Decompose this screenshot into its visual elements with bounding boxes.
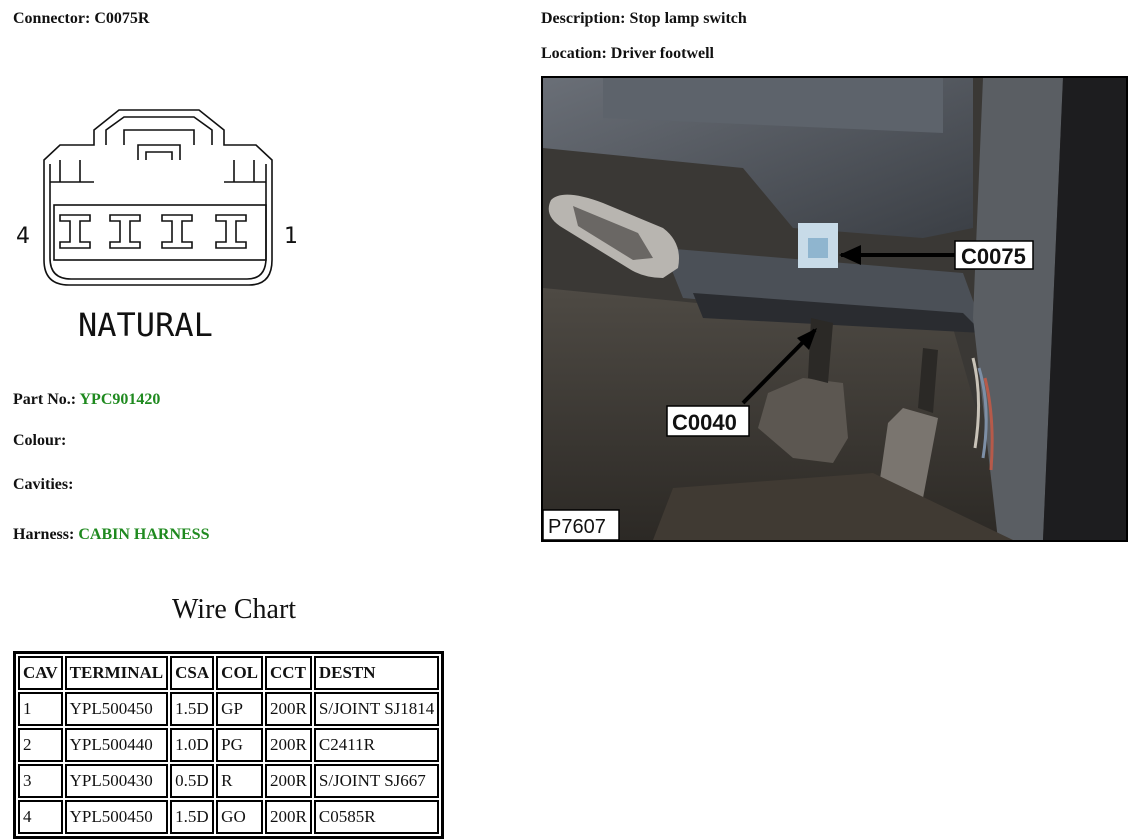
cell-destn: C2411R: [314, 728, 439, 762]
connector-label: Connector:: [13, 10, 91, 27]
cell-csa: 1.0D: [170, 728, 214, 762]
cavities-label: Cavities:: [13, 476, 74, 493]
table-header-row: [18, 656, 439, 690]
header-cct: CCT: [265, 656, 312, 690]
callout-c0040-label: C0040: [672, 410, 737, 435]
footwell-photo-illustration: [543, 78, 1126, 540]
pin-4-label: 4: [16, 224, 30, 249]
cell-cav: 1: [18, 692, 63, 726]
description-line: [541, 10, 747, 28]
cell-terminal: YPL500450: [65, 692, 169, 726]
cell-csa: 1.5D: [170, 692, 214, 726]
pin-1-label: 1: [284, 224, 298, 249]
cell-destn: S/JOINT SJ667: [314, 764, 439, 798]
connector-face-diagram: [14, 100, 304, 350]
part-no-line: [13, 391, 160, 409]
cell-col: GO: [216, 800, 263, 834]
header-cav: CAV: [18, 656, 63, 690]
location-line: [541, 45, 714, 63]
cell-col: R: [216, 764, 263, 798]
cell-col: PG: [216, 728, 263, 762]
cell-cct: 200R: [265, 800, 312, 834]
colour-label: Colour:: [13, 432, 67, 449]
photo-id-label: P7607: [548, 516, 606, 538]
wire-chart-table: [13, 651, 444, 839]
part-no-value: YPC901420: [79, 391, 161, 408]
description-label: Description:: [541, 10, 626, 27]
part-no-label: Part No.:: [13, 391, 77, 408]
cell-csa: 1.5D: [170, 800, 214, 834]
cavities-line: [13, 476, 73, 494]
cell-destn: S/JOINT SJ1814: [314, 692, 439, 726]
cell-cct: 200R: [265, 692, 312, 726]
callout-c0075-label: C0075: [961, 244, 1026, 269]
cell-csa: 0.5D: [170, 764, 214, 798]
table-row: [18, 728, 439, 762]
location-photo: [541, 76, 1128, 542]
cell-cav: 3: [18, 764, 63, 798]
cell-cct: 200R: [265, 764, 312, 798]
cell-terminal: YPL500450: [65, 800, 169, 834]
header-terminal: TERMINAL: [65, 656, 169, 690]
header-destn: DESTN: [314, 656, 439, 690]
colour-line: [13, 432, 66, 450]
connector-value: C0075R: [94, 10, 150, 27]
connector-line: [13, 10, 149, 28]
cell-terminal: YPL500440: [65, 728, 169, 762]
location-value: Driver footwell: [610, 45, 714, 62]
harness-value: CABIN HARNESS: [78, 526, 210, 543]
harness-line: [13, 526, 209, 544]
header-col: COL: [216, 656, 263, 690]
location-label: Location:: [541, 45, 607, 62]
table-row: [18, 692, 439, 726]
table-row: [18, 800, 439, 834]
header-csa: CSA: [170, 656, 214, 690]
cell-cct: 200R: [265, 728, 312, 762]
description-value: Stop lamp switch: [629, 10, 747, 27]
diagram-caption: NATURAL: [78, 306, 213, 344]
wire-chart-title: Wire Chart: [172, 594, 297, 625]
table-row: [18, 764, 439, 798]
harness-label: Harness:: [13, 526, 75, 543]
cell-terminal: YPL500430: [65, 764, 169, 798]
cell-cav: 4: [18, 800, 63, 834]
cell-cav: 2: [18, 728, 63, 762]
cell-col: GP: [216, 692, 263, 726]
cell-destn: C0585R: [314, 800, 439, 834]
